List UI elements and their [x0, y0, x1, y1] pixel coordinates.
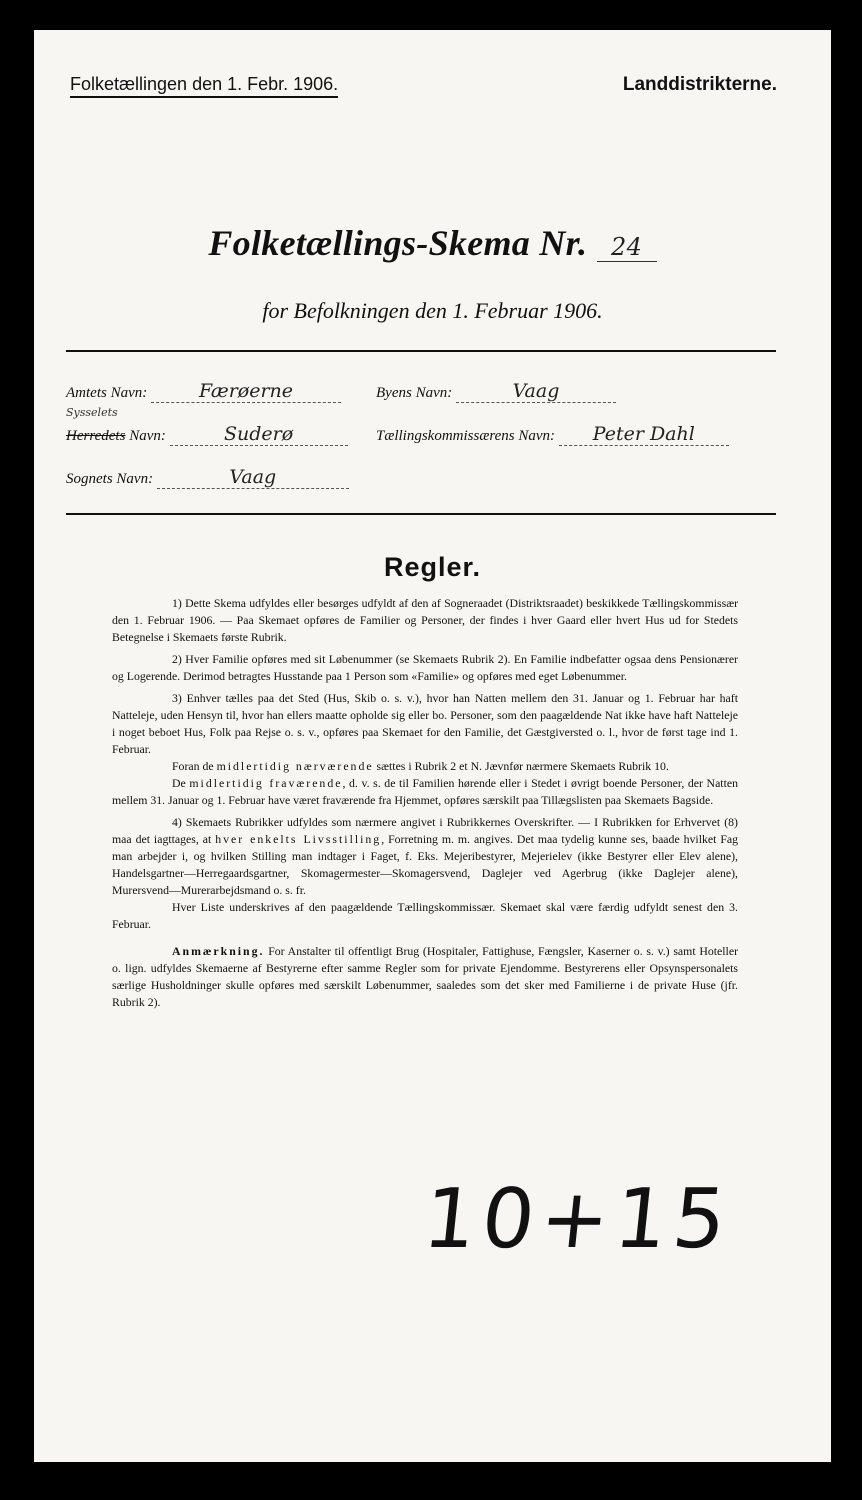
rule-1: 1) Dette Skema udfyldes eller besørges udfyldt af den af Sogneraadet (Distriktsraadet) beskikkede Tællingskommissær den 1. Februar 1906. — Paa Skemaet opføres de Familier og Personer, der findes i hver Gaard eller hvert Hus ud for Stedets Betegnelse i Skemaets første Rubrik. [112, 596, 738, 644]
rule-4-pre: 4) Skemaets Rubrikker udfyldes som nærmere angivet i Rubrikkernes Overskrifter. — I Rubrikken for Erhvervet (8) maa det iagttages, at [112, 815, 738, 846]
rule-4-post: , Forretning m. m. angives. Det maa tydelig kunne ses, baade hvilket Fag man arbejder i, og hvilken Stilling man indtager i Faget, f. Eks. Mejeribestyrer, Mejerielev (ikke Bestyrer eller Elev alene), Handelsgartner—Herregaardsgartner, Skomagermester—Skomagersvend, Daglejer ved Agerbrug (ikke Daglejer alene), Murersvend—Murerarbejdsmand o. s. fr. [112, 832, 739, 897]
rule-3-absent-post: , d. v. s. de til Familien hørende eller i Stedet i øvrigt boende Personer, der Natten mellem 31. Januar og 1. Februar have været fraværende fra Hjemmet, opføres særskilt paa Tillægslisten paa Skemaets Bagside. [112, 776, 738, 807]
amt-field [66, 380, 341, 403]
rules-text [112, 595, 738, 1016]
herred-field [66, 423, 348, 446]
rule-2: 2) Hver Familie opføres med sit Løbenummer (se Skemaets Rubrik 2). En Familie indbefatter ogsaa dens Pensionærer og Logerende. Derimod betragtes Husstande paa 1 Person som «Familie» og opføres med eget Løbenummer. [112, 652, 738, 683]
rule-3-present-pre: Foran de [172, 759, 217, 773]
sogn-label: Sognets Navn: [66, 471, 154, 487]
herred-label-rest: Navn: [125, 428, 166, 444]
rule-3-present-spaced: midlertidig nærværende [216, 759, 374, 773]
herred-label-crossed: Herredets [66, 428, 126, 444]
form-title [34, 222, 831, 264]
bottom-divider [66, 513, 776, 515]
rule-5: Hver Liste underskrives af den paagældende Tællingskommissær. Skemaet skal være færdig udfyldt senest den 3. Februar. [112, 900, 738, 931]
form-subtitle: for Befolkningen den 1. Februar 1906. [262, 298, 603, 323]
census-header-title: Folketællingen den 1. Febr. 1906. [70, 74, 338, 98]
top-divider [66, 350, 776, 352]
syssel-handwritten-correction: Sysselets [66, 406, 118, 419]
kommissaer-field [376, 423, 729, 446]
byen-field [376, 380, 616, 403]
census-form-page [34, 30, 831, 1462]
district-type-label: Landdistrikterne. [622, 74, 777, 95]
rule-3-present [112, 758, 738, 775]
rule-3-present-post: sættes i Rubrik 2 et N. Jævnfør nærmere Skemaets Rubrik 10. [373, 759, 669, 773]
sogn-value: Vaag [157, 466, 349, 489]
amt-value: Færøerne [151, 380, 341, 403]
rule-3-absent-spaced: midlertidig fraværende [189, 776, 343, 790]
rule-3: 3) Enhver tælles paa det Sted (Hus, Skib o. s. v.), hvor han Natten mellem den 31. Januar og 1. Februar har haft Natteleje, uden Hensyn til, hvor han ellers maatte opholde sig eller bo. Personer, som den paagældende Nat ikke have haft Natteleje i noget beboet Hus, Folk paa Rejse o. s. v., opføres paa Skemaet for den Familie, det Gæstgiversted o. l., hvor de først tage ind 1. Februar. [112, 691, 738, 756]
form-number-handwritten: 24 [597, 233, 657, 262]
rule-3-absent-pre: De [172, 776, 190, 790]
herred-value: Suderø [170, 423, 348, 446]
rule-3-absent [112, 775, 738, 809]
rule-4-spaced: hver enkelts Livsstilling [215, 832, 382, 846]
kommissaer-label: Tællingskommissærens Navn: [376, 428, 556, 444]
byen-label: Byens Navn: [376, 385, 453, 401]
sogn-field [66, 466, 349, 489]
rules-heading: Regler. [383, 552, 482, 582]
byen-value: Vaag [456, 380, 616, 403]
form-title-text: Folketællings-Skema Nr. [208, 223, 588, 263]
handwritten-count-note: 10+15 [419, 1172, 737, 1267]
annotation-text: For Anstalter til offentligt Brug (Hospitaler, Fattighuse, Fængsler, Kaserner o. s. v.) samt Hoteller o. lign. udfyldes Skemaerne af Bestyrerne efter samme Regler som for private Ejendomme. Bestyrerens eller Opsynspersonalets særlige Husholdninger skulle opføres med særskilt Løbenummer, saaledes som det sker med Familierne i de private Huse (jfr. Rubrik 2). [112, 944, 738, 1009]
annotation-label: Anmærkning. [172, 944, 265, 958]
rule-4 [112, 814, 738, 899]
amt-label: Amtets Navn: [66, 385, 148, 401]
kommissaer-value: Peter Dahl [559, 423, 729, 446]
annotation-note [112, 943, 738, 1011]
